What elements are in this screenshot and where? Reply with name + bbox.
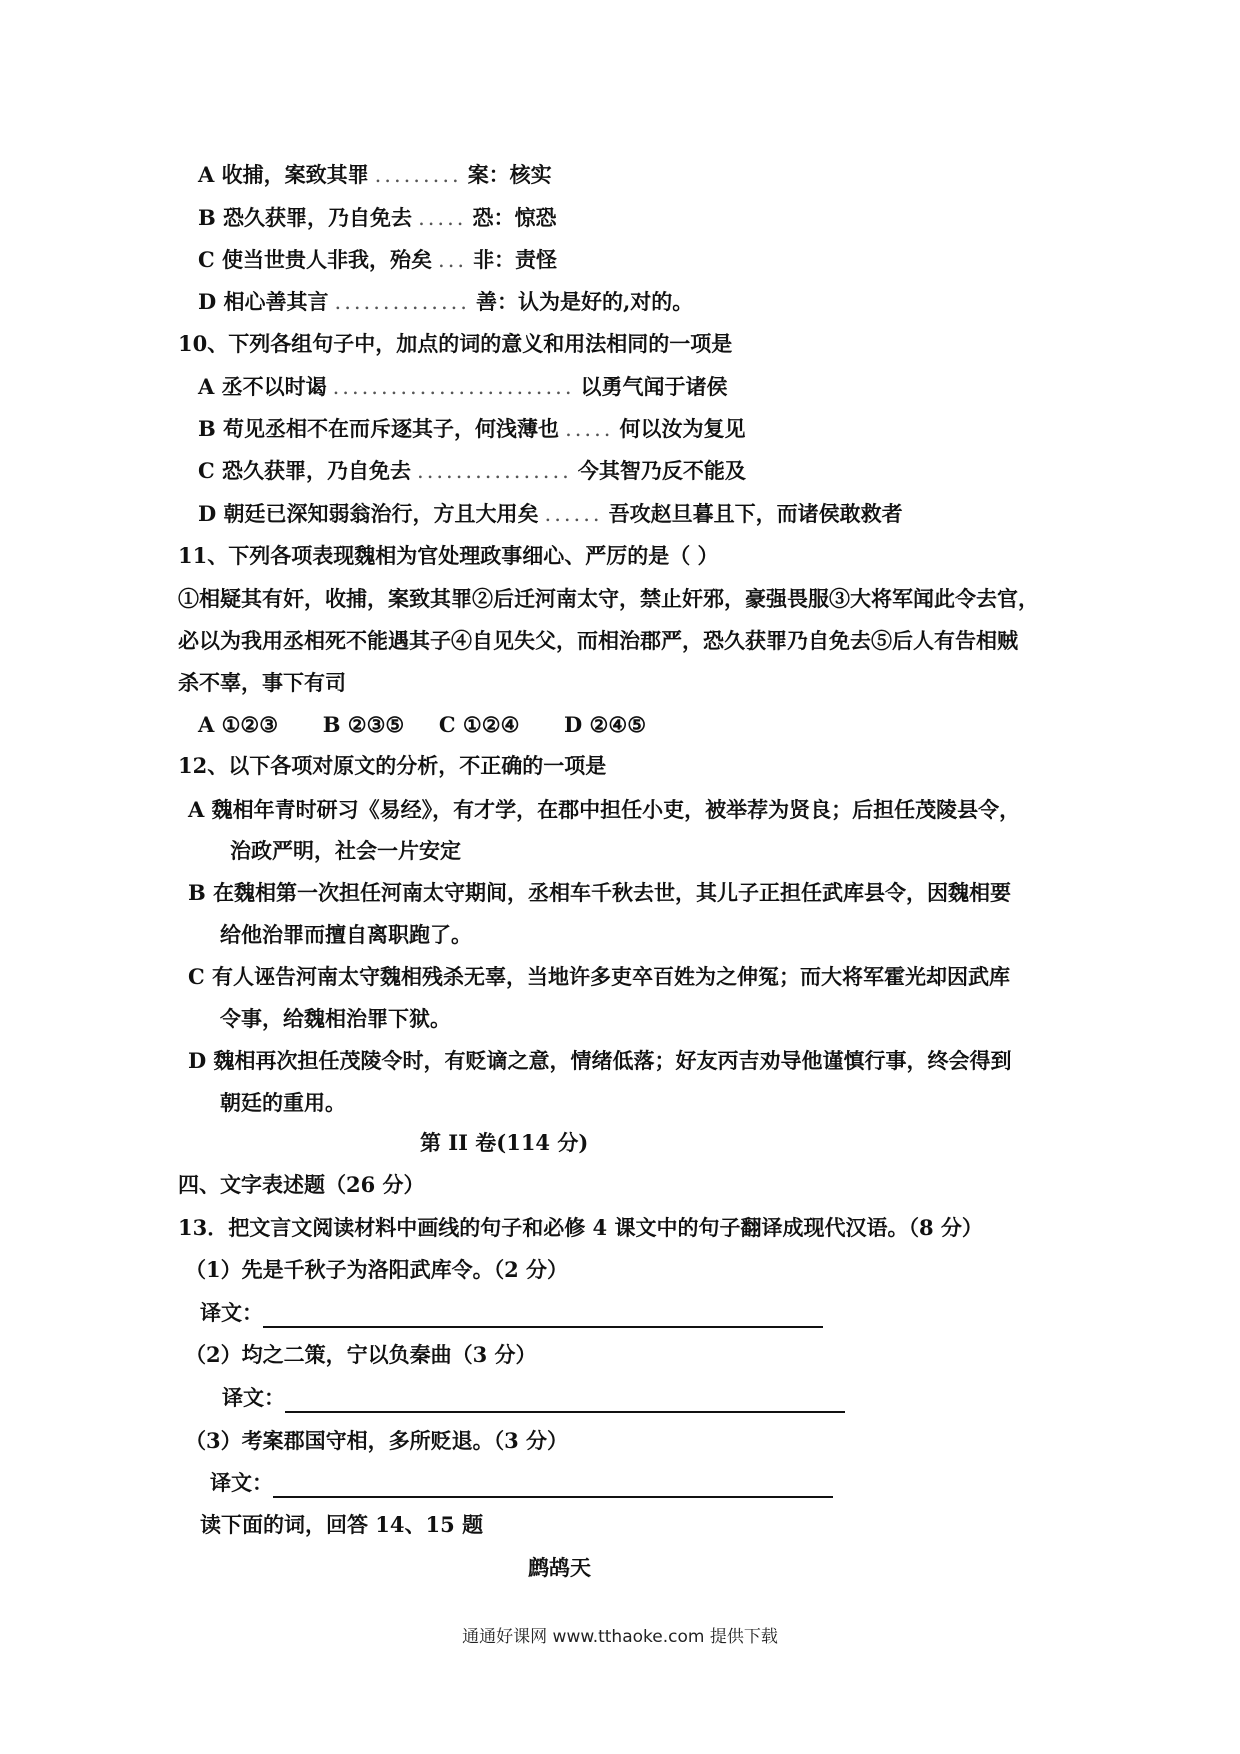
leader-dots: ...... bbox=[544, 502, 603, 526]
q10-option-d: D 朝廷已深知弱翁治行，方且大用矣 ...... 吾攻赵旦暮且下，而诸侯敢救者 bbox=[198, 499, 903, 529]
q11-stem: 11、下列各项表现魏相为官处理政事细心、严厉的是（ ） bbox=[178, 543, 719, 568]
leader-dots: ......................... bbox=[332, 375, 575, 399]
page-footer: 通通好课网 www.tthaoke.com 提供下载 bbox=[462, 1627, 778, 1647]
q13-item-1-prompt: （1）先是千秋子为洛阳武库令。（2 分） bbox=[185, 1257, 569, 1282]
answer-blank-line[interactable] bbox=[263, 1302, 823, 1328]
q13-item-3-prompt: （3）考案郡国守相，多所贬退。（3 分） bbox=[185, 1428, 569, 1453]
q11-choice-a: A ①②③ bbox=[198, 712, 279, 737]
q11-choice-d: D ②④⑤ bbox=[564, 712, 647, 737]
q11-choices bbox=[198, 710, 646, 740]
poem-title: 鹧鸪天 bbox=[528, 1555, 591, 1580]
q12-option-a-line-2: 治政严明，社会一片安定 bbox=[230, 838, 461, 863]
answer-label: 译文： bbox=[200, 1300, 263, 1325]
answer-blank-line[interactable] bbox=[285, 1387, 845, 1413]
poem-intro: 读下面的词，回答 14、15 题 bbox=[200, 1512, 484, 1537]
leader-dots: ..... bbox=[565, 417, 614, 441]
q11-choice-b: B ②③⑤ bbox=[322, 712, 405, 737]
q12-option-d-line-1: D 魏相再次担任茂陵令时，有贬谪之意，情绪低落；好友丙吉劝导他谨慎行事，终会得到 bbox=[188, 1048, 1012, 1073]
q9-option-d: D 相心善其言 .............. 善：认为是好的,对的。 bbox=[198, 287, 693, 317]
q12-option-c-line-1: C 有人诬告河南太守魏相残杀无辜，当地许多吏卒百姓为之伸冤；而大将军霍光却因武库 bbox=[188, 964, 1011, 989]
answer-label: 译文： bbox=[222, 1385, 285, 1410]
q11-body-line-1: ①相疑其有奸，收捕，案致其罪②后迁河南太守，禁止奸邪，豪强畏服③大将军闻此令去官， bbox=[178, 586, 1039, 611]
q12-option-b-line-2: 给他治罪而擅自离职跑了。 bbox=[220, 922, 472, 947]
q13-item-1-answer bbox=[200, 1298, 823, 1328]
q13-item-3-answer bbox=[210, 1468, 833, 1498]
q10-option-b: B 苟见丞相不在而斥逐其子，何浅薄也 ..... 何以汝为复见 bbox=[198, 414, 745, 444]
leader-dots: ..... bbox=[418, 206, 467, 230]
q10-stem: 10、下列各组句子中，加点的词的意义和用法相同的一项是 bbox=[178, 331, 733, 356]
section-4-title: 四、文字表述题（26 分） bbox=[178, 1172, 425, 1197]
q11-choice-c: C ①②④ bbox=[438, 712, 520, 737]
q12-option-a-line-1: A 魏相年青时研习《易经》，有才学，在郡中担任小吏，被举荐为贤良；后担任茂陵县令， bbox=[188, 797, 1021, 822]
leader-dots: ... bbox=[438, 248, 468, 272]
q11-body-line-2: 必以为我用丞相死不能遇其子④自见失父，而相治郡严，恐久获罪乃自免去⑤后人有告相贼 bbox=[178, 628, 1018, 653]
q10-option-a: A 丞不以时谒 ......................... 以勇气闻于诸侯 bbox=[198, 372, 728, 402]
q12-option-c-line-2: 令事，给魏相治罪下狱。 bbox=[220, 1006, 451, 1031]
q13-item-2-answer bbox=[222, 1383, 845, 1413]
q13-item-2-prompt: （2）均之二策，宁以负秦曲（3 分） bbox=[185, 1342, 537, 1367]
answer-label: 译文： bbox=[210, 1470, 273, 1495]
leader-dots: .............. bbox=[334, 290, 470, 314]
q12-option-d-line-2: 朝廷的重用。 bbox=[220, 1090, 346, 1115]
q13-stem: 13．把文言文阅读材料中画线的句子和必修 4 课文中的句子翻译成现代汉语。（8 分） bbox=[178, 1215, 983, 1240]
leader-dots: ................ bbox=[417, 459, 572, 483]
q9-option-a: A 收捕，案致其罪 ......... 案：核实 bbox=[198, 160, 552, 190]
q12-stem: 12、以下各项对原文的分析，不正确的一项是 bbox=[178, 753, 607, 778]
q10-option-c: C 恐久获罪，乃自免去 ................ 今其智乃反不能及 bbox=[198, 456, 746, 486]
q12-option-b-line-1: B 在魏相第一次担任河南太守期间，丞相车千秋去世，其儿子正担任武库县令，因魏相要 bbox=[188, 880, 1012, 905]
part-2-title: 第 II 卷(114 分) bbox=[420, 1130, 589, 1155]
q9-option-c: C 使当世贵人非我，殆矣 ... 非：责怪 bbox=[198, 245, 557, 275]
q9-option-b: B 恐久获罪，乃自免去 ..... 恐：惊恐 bbox=[198, 203, 556, 233]
q11-body-line-3: 杀不辜，事下有司 bbox=[178, 670, 346, 695]
answer-blank-line[interactable] bbox=[273, 1472, 833, 1498]
leader-dots: ......... bbox=[374, 163, 462, 187]
